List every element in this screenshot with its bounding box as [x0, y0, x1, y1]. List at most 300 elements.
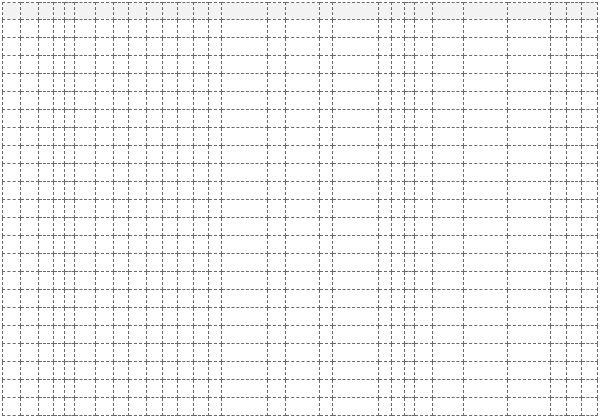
table-cell	[268, 92, 286, 110]
table-cell	[147, 146, 162, 164]
table-cell	[391, 308, 404, 326]
table-cell	[54, 164, 64, 182]
table-cell	[178, 92, 193, 110]
table-cell	[129, 128, 147, 146]
table-cell	[147, 344, 162, 362]
table-cell	[378, 92, 391, 110]
table-cell	[162, 128, 177, 146]
table-cell	[221, 20, 267, 38]
table-cell	[378, 362, 391, 380]
table-cell	[268, 74, 286, 92]
table-row	[3, 92, 598, 110]
table-cell	[268, 182, 286, 200]
table-cell	[113, 380, 128, 398]
table-cell	[95, 326, 113, 344]
table-cell	[75, 110, 96, 128]
table-cell	[551, 74, 566, 92]
table-cell	[95, 164, 113, 182]
table-cell	[319, 380, 332, 398]
table-cell	[433, 218, 464, 236]
column-header	[391, 3, 404, 20]
table-cell	[64, 380, 74, 398]
table-cell	[391, 290, 404, 308]
table-cell	[221, 344, 267, 362]
column-header	[582, 3, 598, 20]
table-cell	[566, 164, 581, 182]
table-cell	[566, 398, 581, 416]
table-cell	[147, 362, 162, 380]
table-cell	[21, 92, 39, 110]
table-cell	[414, 74, 432, 92]
table-cell	[332, 74, 378, 92]
table-cell	[332, 254, 378, 272]
table-cell	[208, 200, 221, 218]
table-cell	[21, 398, 39, 416]
table-cell	[147, 56, 162, 74]
table-cell	[433, 326, 464, 344]
column-header	[162, 3, 177, 20]
table-cell	[286, 326, 319, 344]
table-cell	[193, 398, 208, 416]
table-cell	[95, 254, 113, 272]
table-cell	[378, 290, 391, 308]
table-cell	[507, 56, 551, 74]
table-cell	[433, 362, 464, 380]
table-row	[3, 182, 598, 200]
table-cell	[39, 110, 54, 128]
table-cell	[433, 74, 464, 92]
table-cell	[582, 236, 598, 254]
table-cell	[404, 56, 414, 74]
table-cell	[414, 56, 432, 74]
table-cell	[178, 326, 193, 344]
table-cell	[391, 218, 404, 236]
table-cell	[147, 182, 162, 200]
table-row	[3, 200, 598, 218]
table-cell	[193, 92, 208, 110]
table-cell	[551, 92, 566, 110]
column-header	[221, 3, 267, 20]
table-cell	[433, 110, 464, 128]
table-cell	[21, 200, 39, 218]
table-cell	[582, 74, 598, 92]
table-cell	[378, 380, 391, 398]
table-cell	[147, 110, 162, 128]
table-cell	[332, 380, 378, 398]
table-cell	[95, 146, 113, 164]
table-cell	[178, 272, 193, 290]
table-cell	[404, 326, 414, 344]
table-cell	[582, 308, 598, 326]
table-cell	[582, 38, 598, 56]
table-cell	[75, 128, 96, 146]
table-cell	[221, 146, 267, 164]
column-header	[268, 3, 286, 20]
table-cell	[162, 344, 177, 362]
table-cell	[433, 164, 464, 182]
table-row	[3, 254, 598, 272]
table-cell	[433, 344, 464, 362]
table-body	[3, 20, 598, 416]
table-cell	[414, 290, 432, 308]
table-cell	[147, 308, 162, 326]
table-cell	[178, 398, 193, 416]
table-cell	[286, 290, 319, 308]
table-cell	[221, 92, 267, 110]
table-cell	[147, 92, 162, 110]
table-cell	[414, 236, 432, 254]
table-cell	[129, 56, 147, 74]
table-cell	[332, 164, 378, 182]
column-header	[3, 3, 21, 20]
table-cell	[433, 272, 464, 290]
table-cell	[433, 380, 464, 398]
table-cell	[21, 56, 39, 74]
table-cell	[21, 38, 39, 56]
column-header	[39, 3, 54, 20]
table-cell	[582, 272, 598, 290]
table-cell	[21, 290, 39, 308]
table-cell	[147, 20, 162, 38]
table-cell	[39, 362, 54, 380]
table-cell	[113, 128, 128, 146]
table-cell	[162, 254, 177, 272]
table-cell	[162, 164, 177, 182]
table-cell	[319, 344, 332, 362]
table-cell	[551, 308, 566, 326]
table-cell	[319, 92, 332, 110]
table-cell	[463, 182, 507, 200]
table-row	[3, 128, 598, 146]
table-cell	[21, 20, 39, 38]
table-cell	[268, 38, 286, 56]
table-cell	[208, 272, 221, 290]
table-cell	[221, 56, 267, 74]
table-cell	[463, 164, 507, 182]
table-cell	[404, 290, 414, 308]
table-cell	[208, 344, 221, 362]
table-cell	[54, 20, 64, 38]
table-cell	[551, 128, 566, 146]
table-cell	[39, 326, 54, 344]
table-cell	[566, 128, 581, 146]
table-cell	[162, 200, 177, 218]
table-row	[3, 272, 598, 290]
table-cell	[551, 236, 566, 254]
table-cell	[162, 182, 177, 200]
table-cell	[193, 110, 208, 128]
table-cell	[193, 326, 208, 344]
table-cell	[332, 128, 378, 146]
table-cell	[414, 182, 432, 200]
table-cell	[129, 344, 147, 362]
table-cell	[566, 20, 581, 38]
table-cell	[3, 200, 21, 218]
table-cell	[162, 380, 177, 398]
table-cell	[113, 164, 128, 182]
table-cell	[404, 380, 414, 398]
table-cell	[75, 200, 96, 218]
table-cell	[3, 254, 21, 272]
table-cell	[463, 56, 507, 74]
table-cell	[319, 398, 332, 416]
table-cell	[39, 164, 54, 182]
table-cell	[507, 326, 551, 344]
table-cell	[95, 398, 113, 416]
table-cell	[404, 254, 414, 272]
table-cell	[286, 74, 319, 92]
table-cell	[129, 398, 147, 416]
table-cell	[507, 200, 551, 218]
table-cell	[414, 362, 432, 380]
table-cell	[332, 38, 378, 56]
table-cell	[54, 398, 64, 416]
table-cell	[221, 218, 267, 236]
table-cell	[75, 20, 96, 38]
table-cell	[64, 92, 74, 110]
table-cell	[404, 164, 414, 182]
table-cell	[3, 362, 21, 380]
table-cell	[75, 254, 96, 272]
table-cell	[54, 128, 64, 146]
table-cell	[193, 146, 208, 164]
table-cell	[332, 326, 378, 344]
table-cell	[507, 254, 551, 272]
table-cell	[162, 20, 177, 38]
table-cell	[404, 38, 414, 56]
table-cell	[21, 110, 39, 128]
table-cell	[319, 272, 332, 290]
table-cell	[95, 380, 113, 398]
table-cell	[221, 164, 267, 182]
table-cell	[129, 146, 147, 164]
column-header	[113, 3, 128, 20]
table-cell	[391, 128, 404, 146]
table-cell	[54, 344, 64, 362]
table-cell	[54, 56, 64, 74]
table-cell	[129, 254, 147, 272]
table-cell	[178, 38, 193, 56]
table-cell	[3, 20, 21, 38]
table-cell	[551, 326, 566, 344]
table-cell	[286, 362, 319, 380]
table-cell	[319, 326, 332, 344]
table-cell	[3, 110, 21, 128]
table-cell	[286, 236, 319, 254]
table-cell	[286, 146, 319, 164]
table-row	[3, 290, 598, 308]
table-cell	[193, 20, 208, 38]
table-cell	[54, 272, 64, 290]
table-cell	[551, 380, 566, 398]
table-cell	[75, 218, 96, 236]
table-cell	[113, 326, 128, 344]
table-cell	[208, 164, 221, 182]
table-cell	[3, 218, 21, 236]
column-header	[566, 3, 581, 20]
table-cell	[319, 38, 332, 56]
table-cell	[95, 20, 113, 38]
table-cell	[147, 290, 162, 308]
table-cell	[268, 236, 286, 254]
table-cell	[3, 290, 21, 308]
table-cell	[378, 398, 391, 416]
table-cell	[162, 326, 177, 344]
table-cell	[463, 200, 507, 218]
table-cell	[391, 200, 404, 218]
table-cell	[582, 20, 598, 38]
table-cell	[221, 380, 267, 398]
table-cell	[582, 56, 598, 74]
table-cell	[129, 308, 147, 326]
table-cell	[193, 380, 208, 398]
table-cell	[39, 236, 54, 254]
table-cell	[404, 128, 414, 146]
table-cell	[404, 74, 414, 92]
table-cell	[193, 38, 208, 56]
table-cell	[147, 236, 162, 254]
table-cell	[391, 344, 404, 362]
column-header	[507, 3, 551, 20]
table-cell	[113, 272, 128, 290]
table-cell	[404, 92, 414, 110]
table-cell	[551, 200, 566, 218]
table-cell	[332, 344, 378, 362]
column-header	[208, 3, 221, 20]
table-cell	[21, 146, 39, 164]
table-cell	[54, 254, 64, 272]
table-cell	[162, 236, 177, 254]
table-cell	[268, 308, 286, 326]
table-cell	[75, 182, 96, 200]
table-cell	[208, 74, 221, 92]
table-cell	[64, 38, 74, 56]
table-cell	[414, 272, 432, 290]
table-cell	[129, 110, 147, 128]
table-cell	[319, 128, 332, 146]
table-cell	[3, 92, 21, 110]
table-cell	[463, 38, 507, 56]
column-header	[404, 3, 414, 20]
table-cell	[129, 182, 147, 200]
table-cell	[3, 398, 21, 416]
table-cell	[95, 200, 113, 218]
table-cell	[75, 56, 96, 74]
table-cell	[162, 218, 177, 236]
table-cell	[404, 20, 414, 38]
table-cell	[433, 290, 464, 308]
table-cell	[75, 344, 96, 362]
table-cell	[147, 326, 162, 344]
table-cell	[129, 74, 147, 92]
table-cell	[566, 326, 581, 344]
table-cell	[319, 182, 332, 200]
table-cell	[113, 308, 128, 326]
table-cell	[286, 344, 319, 362]
table-cell	[3, 344, 21, 362]
table-cell	[21, 344, 39, 362]
table-cell	[319, 56, 332, 74]
table-cell	[75, 92, 96, 110]
table-cell	[113, 20, 128, 38]
table-cell	[332, 20, 378, 38]
table-cell	[221, 74, 267, 92]
table-cell	[54, 74, 64, 92]
table-cell	[414, 398, 432, 416]
table-cell	[268, 290, 286, 308]
table-cell	[39, 20, 54, 38]
table-cell	[433, 20, 464, 38]
table-cell	[75, 290, 96, 308]
table-cell	[391, 146, 404, 164]
table-cell	[507, 128, 551, 146]
table-cell	[507, 398, 551, 416]
table-cell	[178, 308, 193, 326]
table-cell	[113, 254, 128, 272]
table-cell	[129, 20, 147, 38]
table-cell	[3, 380, 21, 398]
table-cell	[268, 398, 286, 416]
table-cell	[414, 308, 432, 326]
table-cell	[208, 56, 221, 74]
table-cell	[507, 146, 551, 164]
table-row	[3, 20, 598, 38]
table-cell	[208, 92, 221, 110]
table-cell	[332, 92, 378, 110]
table-cell	[566, 200, 581, 218]
table-cell	[319, 146, 332, 164]
table-cell	[208, 128, 221, 146]
table-cell	[178, 218, 193, 236]
table-cell	[551, 164, 566, 182]
table-cell	[404, 362, 414, 380]
table-cell	[319, 218, 332, 236]
table-cell	[391, 398, 404, 416]
table-cell	[21, 254, 39, 272]
table-cell	[463, 254, 507, 272]
table-cell	[147, 200, 162, 218]
table-cell	[75, 164, 96, 182]
table-cell	[54, 182, 64, 200]
column-header	[75, 3, 96, 20]
table-cell	[147, 128, 162, 146]
table-cell	[319, 110, 332, 128]
table-cell	[582, 344, 598, 362]
table-cell	[39, 290, 54, 308]
table-cell	[54, 110, 64, 128]
table-cell	[332, 182, 378, 200]
table-cell	[39, 128, 54, 146]
table-cell	[21, 218, 39, 236]
table-cell	[64, 398, 74, 416]
table-cell	[507, 236, 551, 254]
table-cell	[319, 200, 332, 218]
table-cell	[221, 272, 267, 290]
table-cell	[391, 254, 404, 272]
table-cell	[286, 92, 319, 110]
table-cell	[3, 146, 21, 164]
table-row	[3, 38, 598, 56]
column-header	[129, 3, 147, 20]
table-cell	[404, 236, 414, 254]
column-header	[463, 3, 507, 20]
table-cell	[129, 38, 147, 56]
table-cell	[113, 290, 128, 308]
table-cell	[391, 38, 404, 56]
table-cell	[129, 218, 147, 236]
table-cell	[391, 236, 404, 254]
table-cell	[463, 20, 507, 38]
